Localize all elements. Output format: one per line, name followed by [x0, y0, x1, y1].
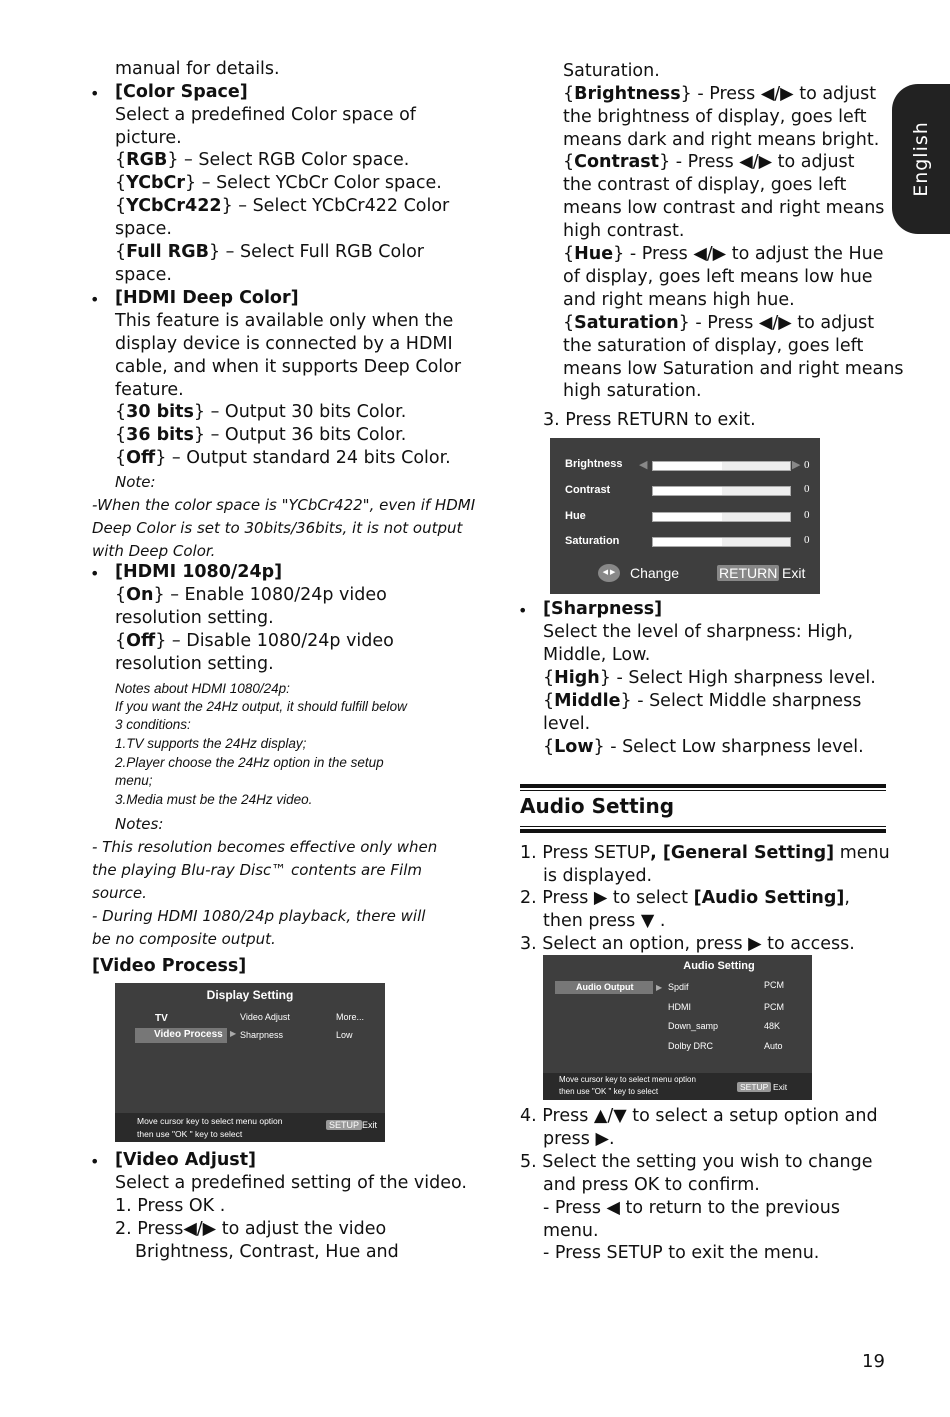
arrow-right-icon: ▶ [656, 983, 663, 992]
saturation-desc: means low Saturation and right means [563, 359, 904, 379]
ycbcr422-option: {YCbCr422} – Select YCbCr422 Color [115, 196, 450, 216]
hue-desc: of display, goes left means low hue [563, 267, 873, 287]
bullet-dot: • [90, 290, 100, 309]
contrast-slider[interactable] [652, 486, 791, 496]
sharpness-middle-cont: level. [543, 714, 591, 734]
fullrgb-option-cont: space. [115, 265, 172, 285]
saturation-option: {Saturation} - Press ◀/▶ to adjust [563, 313, 875, 333]
deep-color-desc: This feature is available only when the [115, 311, 454, 331]
brightness-desc: means dark and right means bright. [563, 130, 880, 150]
bullet-dot: • [518, 601, 528, 620]
sharpness-high-option: {High} - Select High sharpness level. [543, 668, 876, 688]
note-text: Deep Color is set to 30bits/36bits, it is not output [92, 519, 463, 537]
contrast-option: {Contrast} - Press ◀/▶ to adjust [563, 152, 855, 172]
audio-step5-return-cont: menu. [543, 1221, 599, 1241]
osd-item-down-samp[interactable]: Down_samp [668, 1021, 719, 1031]
adjust-label-brightness: Brightness [565, 458, 623, 470]
osd-menu-video-process[interactable]: Video Process [154, 1029, 223, 1040]
osd-menu-audio-output[interactable]: Audio Output [576, 982, 634, 992]
left-right-nav-icon: ◀ ▶ [598, 564, 620, 582]
osd-value: PCM [764, 1002, 784, 1012]
audio-step5-cont: and press OK to confirm. [543, 1175, 760, 1195]
note-text: - During HDMI 1080/24p playback, there will [92, 907, 426, 925]
osd-value-more: More... [336, 1012, 365, 1022]
audio-step2-cont: then press ▼ . [543, 911, 666, 931]
deep-off-option: {Off} – Output standard 24 bits Color. [115, 448, 451, 468]
display-setting-screen [115, 983, 385, 1142]
osd-menu-tv[interactable]: TV [155, 1013, 168, 1024]
osd-footer-line: Move cursor key to select menu option [559, 1075, 696, 1084]
sharpness-desc: Middle, Low. [543, 645, 651, 665]
osd-exit-label: Exit [362, 1120, 378, 1130]
notes-label: Notes: [115, 815, 164, 833]
osd-item-spdif[interactable]: Spdif [668, 982, 689, 992]
audio-step5-return: - Press ◀ to return to the previous [543, 1198, 840, 1218]
bits36-option: {36 bits} – Output 36 bits Color. [115, 425, 407, 445]
brightness-option: {Brightness} - Press ◀/▶ to adjust [563, 84, 877, 104]
small-note: If you want the 24Hz output, it should fulfill below [115, 699, 407, 714]
brightness-slider[interactable] [652, 461, 791, 471]
audio-setting-screen [543, 955, 812, 1100]
section-rule-top [520, 784, 886, 788]
slider-fill [653, 487, 722, 495]
video-adjust-screen [550, 438, 820, 594]
video-adjust-desc: Select a predefined setting of the video. [115, 1173, 467, 1193]
section-rule-bottom-thin [520, 826, 886, 827]
note-label: Note: [115, 473, 156, 491]
video-adjust-step2: 2. Press◀/▶ to adjust the video [115, 1219, 387, 1239]
contrast-desc: high contrast. [563, 221, 685, 241]
adjust-label-saturation: Saturation [565, 535, 620, 547]
ycbcr422-option-cont: space. [115, 219, 172, 239]
arrow-right-icon: ▶ [230, 1029, 237, 1038]
small-note: 3.Media must be the 24Hz video. [115, 792, 313, 807]
exit-label: Exit [782, 565, 806, 581]
bullet-dot: • [90, 84, 100, 103]
adjust-value: 0 [804, 509, 810, 521]
bullet-dot: • [90, 564, 100, 583]
video-process-heading: [Video Process] [92, 956, 247, 976]
small-note: 3 conditions: [115, 717, 191, 732]
note-text: with Deep Color. [92, 542, 216, 560]
audio-step4-cont: press ▶. [543, 1129, 615, 1149]
ycbcr-option: {YCbCr} – Select YCbCr Color space. [115, 173, 442, 193]
sharpness-low-option: {Low} - Select Low sharpness level. [543, 737, 864, 757]
deep-color-desc: cable, and when it supports Deep Color [115, 357, 462, 377]
arrow-right-icon[interactable]: ▶ [792, 459, 801, 471]
color-space-desc: Select a predefined Color space of [115, 105, 416, 125]
osd-title: Display Setting [206, 988, 294, 1002]
saturation-desc: high saturation. [563, 381, 702, 401]
osd-value: 48K [764, 1021, 781, 1031]
page-number: 19 [862, 1351, 885, 1372]
video-adjust-heading: [Video Adjust] [115, 1150, 257, 1170]
slider-fill [653, 513, 722, 521]
audio-step1: 1. Press SETUP, [General Setting] menu [520, 843, 890, 863]
saturation-line: Saturation. [563, 61, 660, 81]
hue-slider[interactable] [652, 512, 791, 522]
osd-setup-button[interactable]: SETUP [326, 1120, 362, 1130]
hdmi1080-off-cont: resolution setting. [115, 654, 274, 674]
osd-footer-line: then use "OK " key to select [137, 1129, 243, 1139]
osd-value: Auto [764, 1041, 783, 1051]
bits30-option: {30 bits} – Output 30 bits Color. [115, 402, 407, 422]
note-text: the playing Blu-ray Disc™ contents are Film [92, 861, 422, 879]
color-space-desc-2: picture. [115, 128, 182, 148]
small-note: menu; [115, 773, 153, 788]
saturation-desc: the saturation of display, goes left [563, 336, 864, 356]
section-rule-top-thin [520, 790, 886, 791]
audio-step5-setup: - Press SETUP to exit the menu. [543, 1243, 820, 1263]
small-note: Notes about HDMI 1080/24p: [115, 681, 290, 696]
slider-fill [653, 462, 722, 470]
audio-step3: 3. Select an option, press ▶ to access. [520, 934, 855, 954]
osd-item-video-adjust[interactable]: Video Adjust [240, 1012, 290, 1022]
language-label: English [910, 121, 932, 197]
deep-color-desc: display device is connected by a HDMI [115, 334, 453, 354]
hue-option: {Hue} - Press ◀/▶ to adjust the Hue [563, 244, 884, 264]
sharpness-heading: [Sharpness] [543, 599, 663, 619]
osd-item-dolby-drc[interactable]: Dolby DRC [668, 1041, 714, 1051]
hdmi1080-heading: [HDMI 1080/24p] [115, 562, 283, 582]
adjust-label-contrast: Contrast [565, 484, 611, 496]
sharpness-middle-option: {Middle} - Select Middle sharpness [543, 691, 862, 711]
sharpness-desc: Select the level of sharpness: High, [543, 622, 854, 642]
osd-item-hdmi[interactable]: HDMI [668, 1002, 691, 1012]
audio-setting-heading: Audio Setting [520, 794, 675, 818]
bullet-dot: • [90, 1152, 100, 1171]
osd-value: PCM [764, 980, 784, 990]
fullrgb-option: {Full RGB} – Select Full RGB Color [115, 242, 424, 262]
note-text: - This resolution becomes effective only when [92, 838, 438, 856]
brightness-desc: the brightness of display, goes left [563, 107, 867, 127]
hdmi1080-on-option: {On} – Enable 1080/24p video [115, 585, 387, 605]
note-text: be no composite output. [92, 930, 276, 948]
video-adjust-step1: 1. Press OK . [115, 1196, 226, 1216]
osd-value-low: Low [336, 1030, 353, 1040]
note-text: -When the color space is "YCbCr422", even if HDMI [92, 496, 476, 514]
contrast-desc: means low contrast and right means [563, 198, 885, 218]
contrast-desc: the contrast of display, goes left [563, 175, 847, 195]
adjust-value: 0 [804, 534, 810, 546]
step3-return: 3. Press RETURN to exit. [543, 410, 756, 430]
return-button[interactable]: RETURN [719, 565, 778, 581]
manual-line: manual for details. [115, 59, 280, 79]
video-adjust-step2-cont: Brightness, Contrast, Hue and [135, 1242, 399, 1262]
small-note: 1.TV supports the 24Hz display; [115, 736, 307, 751]
hdmi1080-off-option: {Off} – Disable 1080/24p video [115, 631, 394, 651]
hdmi1080-on-cont: resolution setting. [115, 608, 274, 628]
section-rule-bottom [520, 829, 886, 833]
adjust-value: 0 [804, 483, 810, 495]
rgb-option: {RGB} – Select RGB Color space. [115, 150, 410, 170]
audio-step4: 4. Press ▲/▼ to select a setup option and [520, 1106, 878, 1126]
osd-footer-line: Move cursor key to select menu option [137, 1116, 283, 1126]
adjust-label-hue: Hue [565, 510, 586, 522]
deep-color-desc: feature. [115, 380, 184, 400]
color-space-heading: [Color Space] [115, 82, 248, 102]
change-label: Change [630, 565, 680, 581]
slider-fill [653, 538, 722, 546]
osd-exit-label: Exit [773, 1082, 788, 1092]
adjust-value: 0 [804, 459, 810, 471]
audio-step1-cont: is displayed. [543, 866, 653, 886]
audio-step5: 5. Select the setting you wish to change [520, 1152, 873, 1172]
audio-step2: 2. Press ▶ to select [Audio Setting], [520, 888, 850, 908]
osd-footer-line: then use "OK " key to select [559, 1087, 659, 1096]
deep-color-heading: [HDMI Deep Color] [115, 288, 299, 308]
small-note: 2.Player choose the 24Hz option in the setup [115, 755, 384, 770]
language-tab [892, 84, 950, 234]
osd-title: Audio Setting [683, 960, 755, 972]
hue-desc: and right means high hue. [563, 290, 795, 310]
saturation-slider[interactable] [652, 537, 791, 547]
note-text: source. [92, 884, 147, 902]
arrow-left-icon[interactable]: ◀ [639, 459, 648, 471]
osd-setup-button[interactable]: SETUP [737, 1082, 771, 1092]
osd-item-sharpness[interactable]: Sharpness [240, 1030, 284, 1040]
